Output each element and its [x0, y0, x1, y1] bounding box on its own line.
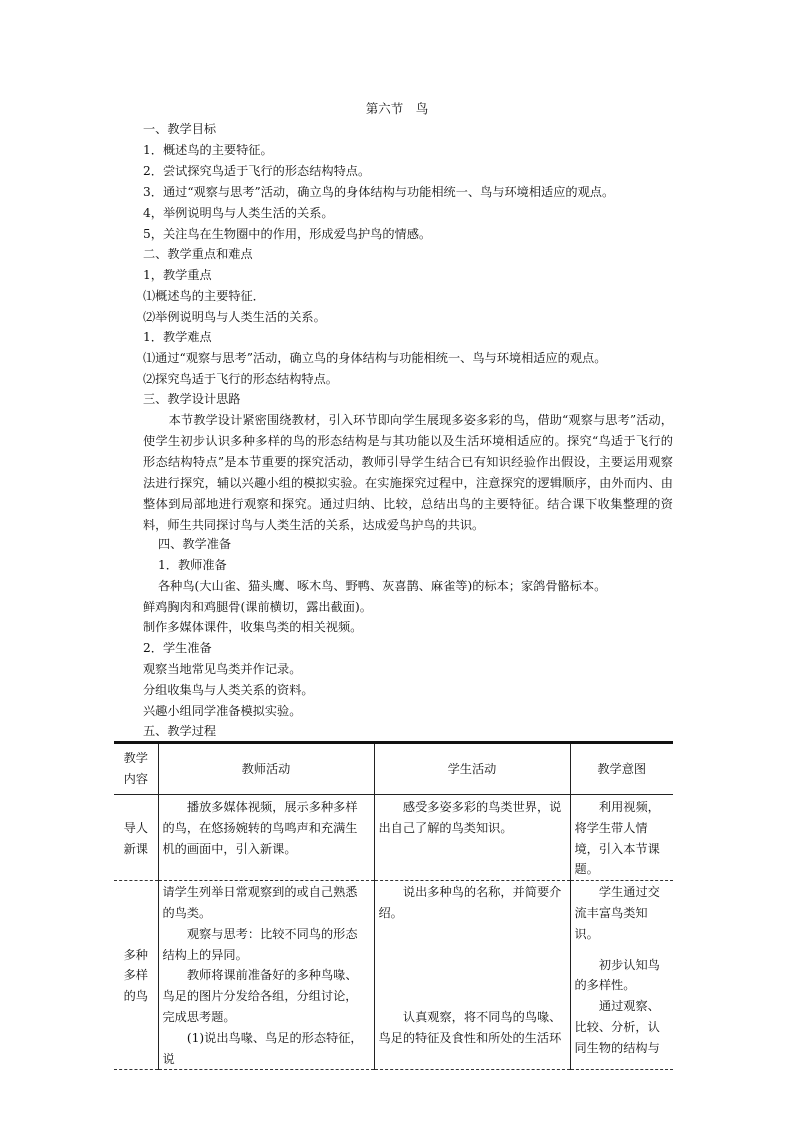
- teacher-prep-item: 制作多媒体课件，收集鸟类的相关视频。: [143, 620, 363, 634]
- spacer: [379, 924, 566, 1007]
- objective-item: 1．概述鸟的主要特征。: [143, 143, 273, 157]
- header-cell: 学生活动: [374, 744, 570, 795]
- student-activity-text: 说出多种鸟的名称，并简要介绍。: [378, 885, 562, 920]
- focus-item: ⑵举例说明鸟与人类生活的关系。: [143, 310, 326, 324]
- intent-cell: [570, 795, 673, 881]
- intent-text: 利用视频，将学生带人情境，引入本节课题。: [574, 800, 660, 877]
- objective-item: 5，关注鸟在生物圈中的作用，形成爱鸟护鸟的情感。: [143, 227, 432, 241]
- header-cell: 教学意图: [570, 744, 673, 795]
- section-cell: 导人新课: [114, 795, 158, 881]
- teacher-activity-text: 请学生列举日常观察到的或自己熟悉的鸟类。: [162, 885, 358, 920]
- focus-item: ⑴概述鸟的主要特征．: [143, 289, 265, 303]
- teacher-activity-text: (1)说出鸟喙、鸟足的形态特征，说: [162, 1030, 363, 1066]
- student-activity-text: 感受多姿多彩的鸟类世界，说出自己了解的鸟类知识。: [378, 800, 562, 835]
- teacher-activity-cell: [158, 881, 374, 1070]
- objective-item: 4，举例说明鸟与人类生活的关系。: [143, 206, 334, 220]
- student-activity-cell: [374, 795, 570, 881]
- student-prep-item: 兴趣小组同学准备模拟实验。: [143, 704, 302, 718]
- teacher-prep-item: 鲜鸡胸肉和鸡腿骨(课前横切，露出截面)。: [143, 600, 372, 614]
- design-heading: 三、教学设计思路: [143, 392, 241, 406]
- header-cell: 教师活动: [158, 744, 374, 795]
- keypoints-heading: 二、教学重点和难点: [143, 247, 253, 261]
- process-heading: 五、教学过程: [143, 724, 217, 738]
- difficulty-heading: 1．教学难点: [143, 330, 212, 344]
- focus-heading: 1，教学重点: [143, 268, 212, 282]
- student-activity-text: 认真观察，将不同鸟的鸟喙、鸟足的特征及食性和所处的生活环: [378, 1009, 562, 1045]
- student-activity-cell: [374, 881, 570, 1070]
- lesson-title: 第六节 鸟: [365, 101, 429, 116]
- objective-item: 2．尝试探究鸟适于飞行的形态结构特点。: [143, 164, 371, 178]
- intent-cell: [570, 881, 673, 1070]
- intent-text: 初步认知鸟的多样性。: [574, 957, 660, 993]
- teacher-activity-text: 观察与思考：比较不同鸟的形态结构上的异同。: [162, 926, 358, 962]
- teacher-prep-heading: 1．教师准备: [158, 558, 227, 572]
- table-header-row: [114, 744, 673, 795]
- difficulty-item: ⑴通过“观察与思考”活动，确立鸟的身体结构与功能相统一、鸟与环境相适应的观点。: [143, 351, 607, 365]
- teacher-prep-item: 各种鸟(大山雀、猫头鹰、啄木鸟、野鸭、灰喜鹊、麻雀等)的标本；家鸽骨骼标本。: [158, 579, 607, 593]
- prep-heading: 四、教学准备: [158, 537, 232, 551]
- teacher-activity-cell: [158, 795, 374, 881]
- header-cell: 教学内容: [114, 744, 158, 795]
- student-prep-item: 分组收集鸟与人类关系的资料。: [143, 683, 314, 697]
- table-row: [114, 795, 673, 881]
- teaching-process-table: [114, 744, 673, 1070]
- student-prep-heading: 2．学生准备: [143, 641, 212, 655]
- section-cell: 多种多样的鸟: [114, 881, 158, 1070]
- objectives-heading: 一、教学目标: [143, 122, 217, 136]
- student-prep-item: 观察当地常见鸟类并作记录。: [143, 662, 302, 676]
- spacer: [575, 945, 670, 955]
- teacher-activity-text: 教师将课前准备好的多种鸟喙、鸟足的图片分发给各组，分组讨论，完成思考题。: [162, 968, 358, 1024]
- difficulty-item: ⑵探究鸟适于飞行的形态结构特点。: [143, 372, 338, 386]
- objective-item: 3．通过“观察与思考”活动，确立鸟的身体结构与功能相统一、鸟与环境相适应的观点。: [143, 185, 615, 199]
- teacher-activity-text: 播放多媒体视频，展示多种多样的鸟，在悠扬婉转的鸟鸣声和充满生机的画面中，引入新课。: [162, 800, 358, 856]
- table-row: [114, 881, 673, 1070]
- design-paragraph: 本节教学设计紧密围绕教材，引入环节即向学生展现多姿多彩的鸟，借助“观察与思考”活动，使学生初步认识多种多样的鸟的形态结构是与其功能以及生活环境相适应的。探究“鸟适于飞行的形态结构特点”是本节重要的探究活动，教师引导学生结合已有知识经验作出假设，主要运用观察法进行探究，辅以兴趣小组的模拟实验。在实施探究过程中，注意探究的逻辑顺序，由外而内、由整体到局部地进行观察和探究。通过归纳、比较，总结出鸟的主要特征。结合课下收集整理的资料，师生共同探讨鸟与人类生活的关系，达成爱鸟护鸟的共识。: [143, 413, 673, 532]
- intent-text: 通过观察、比较、分析，认同生物的结构与: [574, 999, 660, 1055]
- intent-text: 学生通过交流丰富鸟类知识。: [574, 885, 660, 941]
